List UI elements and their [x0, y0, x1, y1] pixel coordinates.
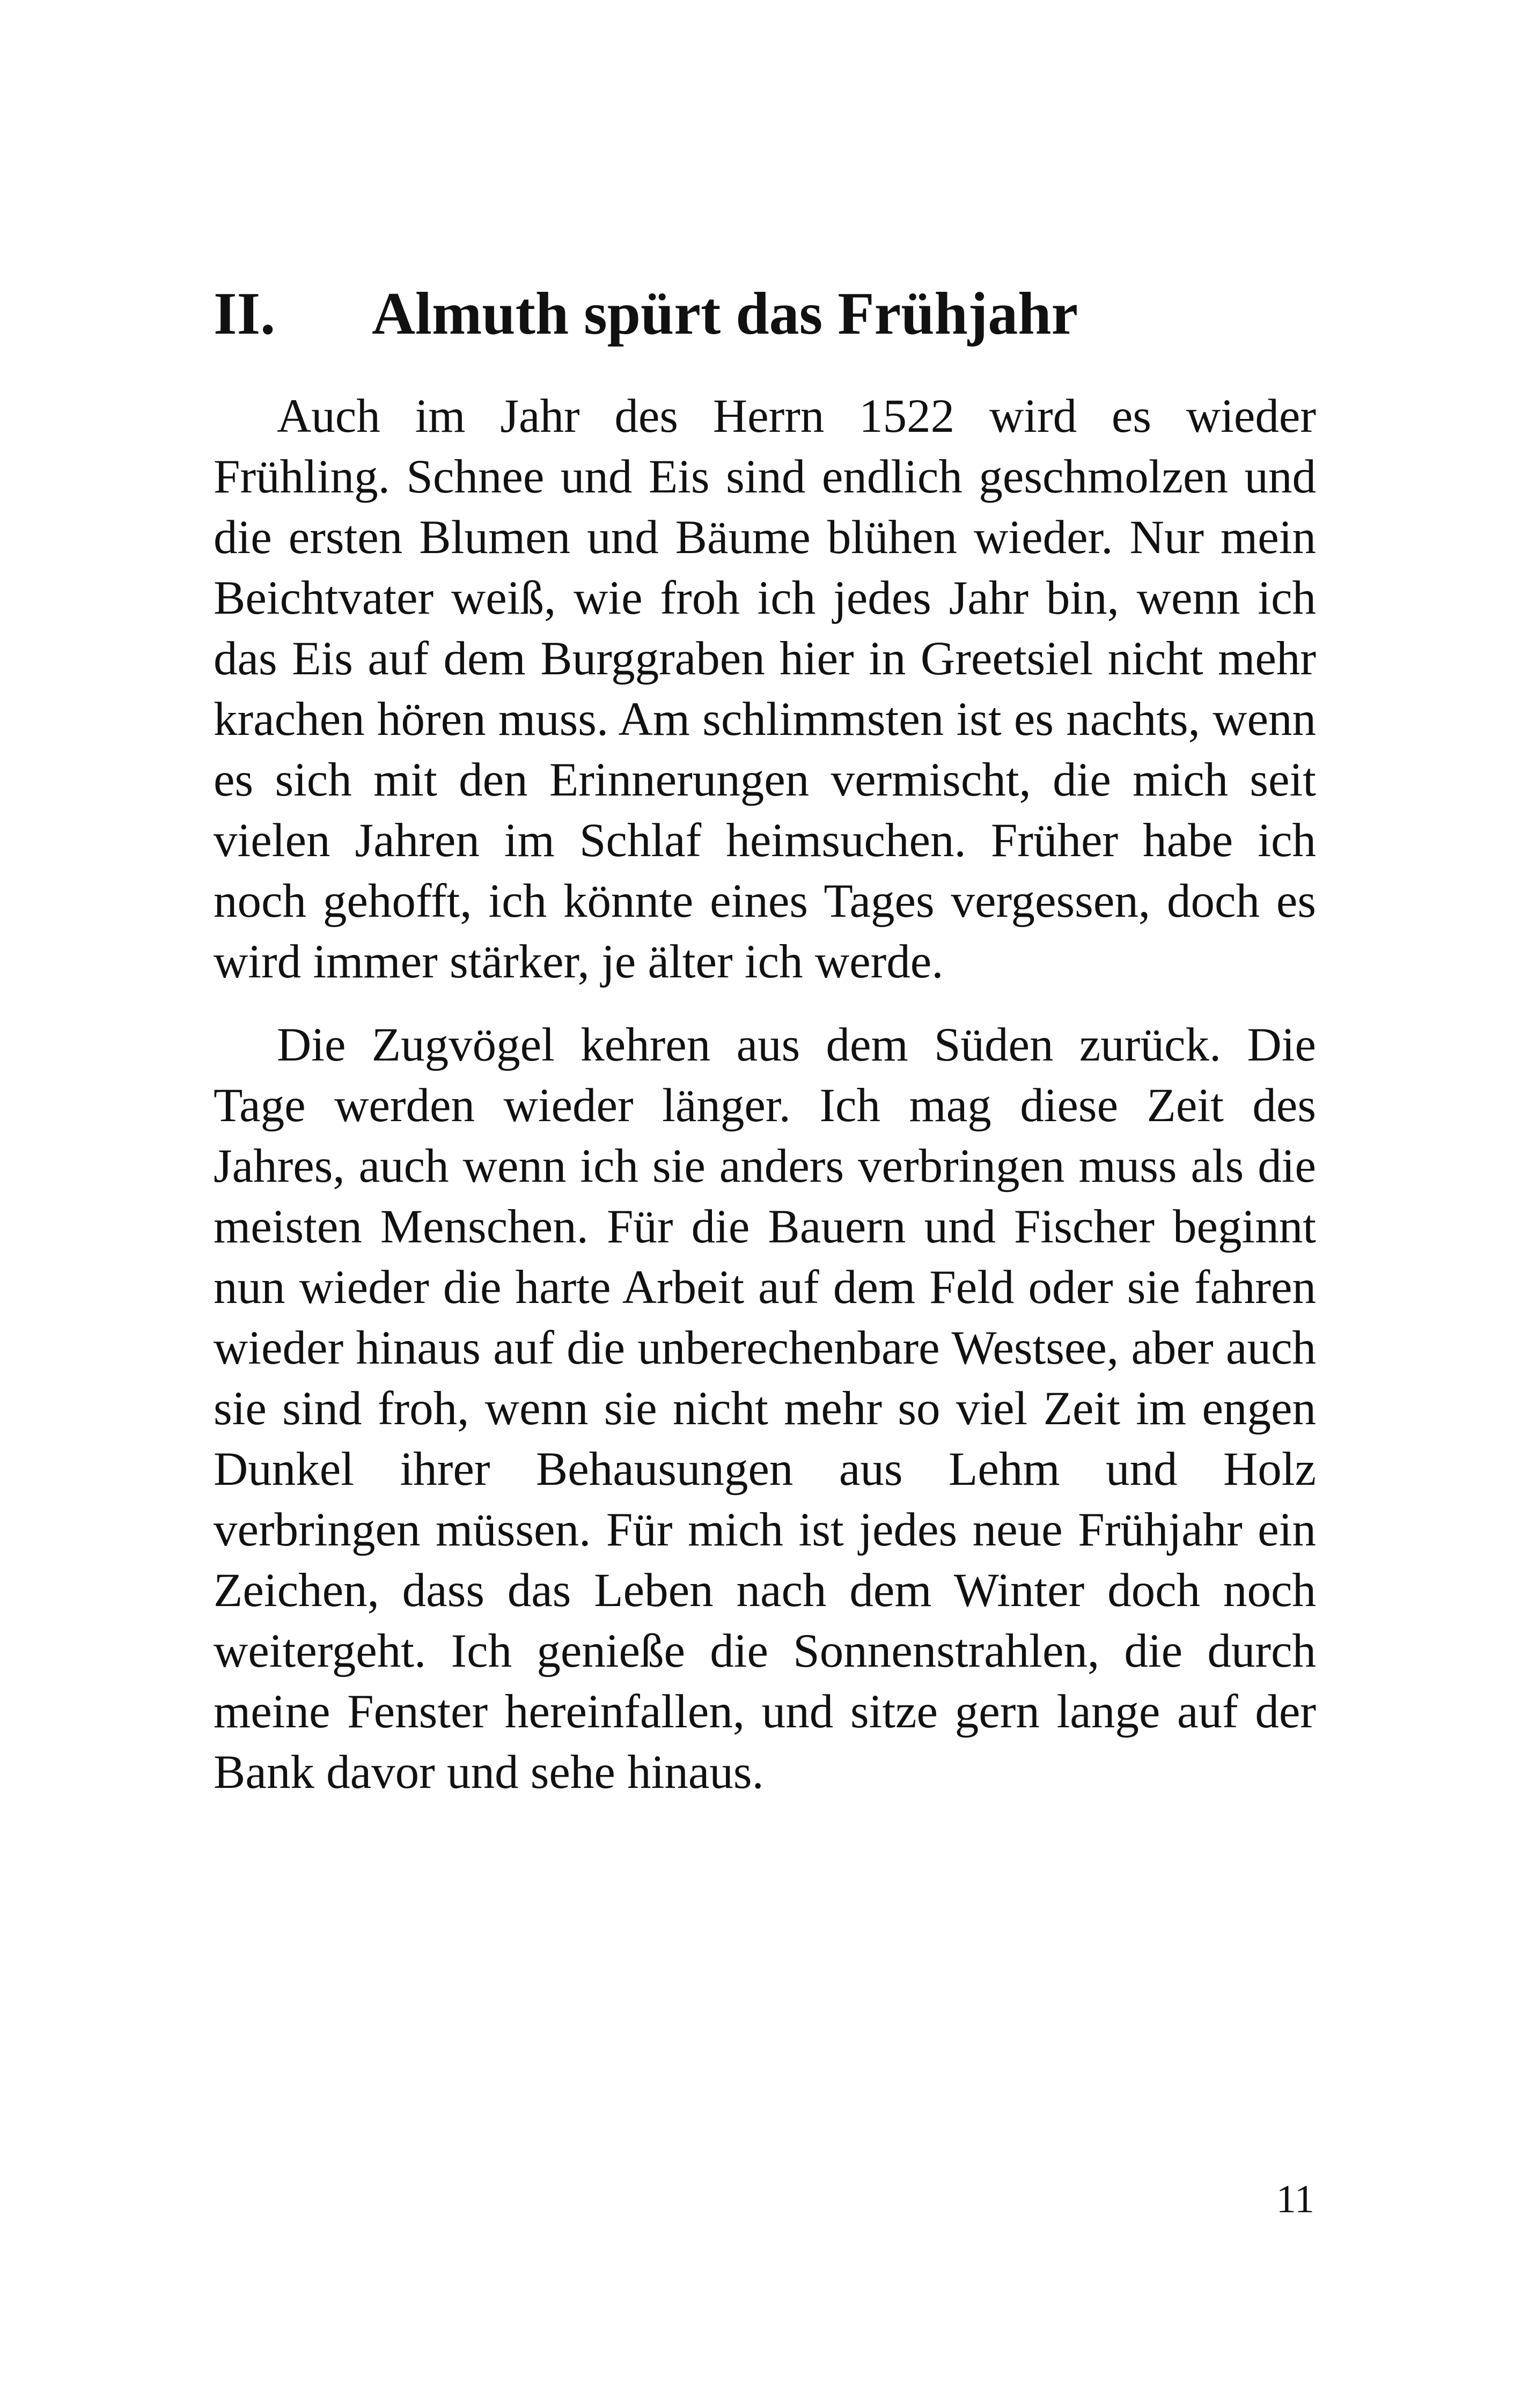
chapter-number: II. [214, 281, 276, 348]
paragraph-2: Die Zugvögel kehren aus dem Süden zurück. Die Tage werden wieder länger. Ich mag diese Zeit des Jahres, auch wenn ich sie anders verbringen muss als die meisten Menschen. Für die Bauern und Fischer beginnt nun wieder die harte Arbeit auf dem Feld oder sie fahren wieder hinaus auf die unberechenbare Westsee, aber auch sie sind froh, wenn sie nicht mehr so viel Zeit im engen Dunkel ihrer Behausungen aus Lehm und Holz verbringen müssen. Für mich ist jedes neue Frühjahr ein Zeichen, dass das Leben nach dem Winter doch noch weitergeht. Ich genieße die Sonnenstrahlen, die durch meine Fenster hereinfallen, und sitze gern lange auf der Bank davor und sehe hinaus. [214, 1019, 1316, 1799]
page-number: 11 [1276, 2177, 1314, 2221]
chapter-heading [214, 276, 1340, 351]
paragraph-1: Auch im Jahr des Herrn 1522 wird es wieder Frühling. Schnee und Eis sind endlich geschmolzen und die ersten Blumen und Bäume blühen wieder. Nur mein Beichtvater weiß, wie froh ich jedes Jahr bin, wenn ich das Eis auf dem Burggraben hier in Greetsiel nicht mehr krachen hören muss. Am schlimmsten ist es nachts, wenn es sich mit den Erinnerungen vermischt, die mich seit vielen Jahren im Schlaf heimsuchen. Früher habe ich noch gehofft, ich könnte eines Tages vergessen, doch es wird immer stärker, je älter ich werde. [214, 390, 1316, 988]
chapter-title: Almuth spürt das Frühjahr [372, 281, 1078, 348]
body-text [214, 386, 1316, 1803]
